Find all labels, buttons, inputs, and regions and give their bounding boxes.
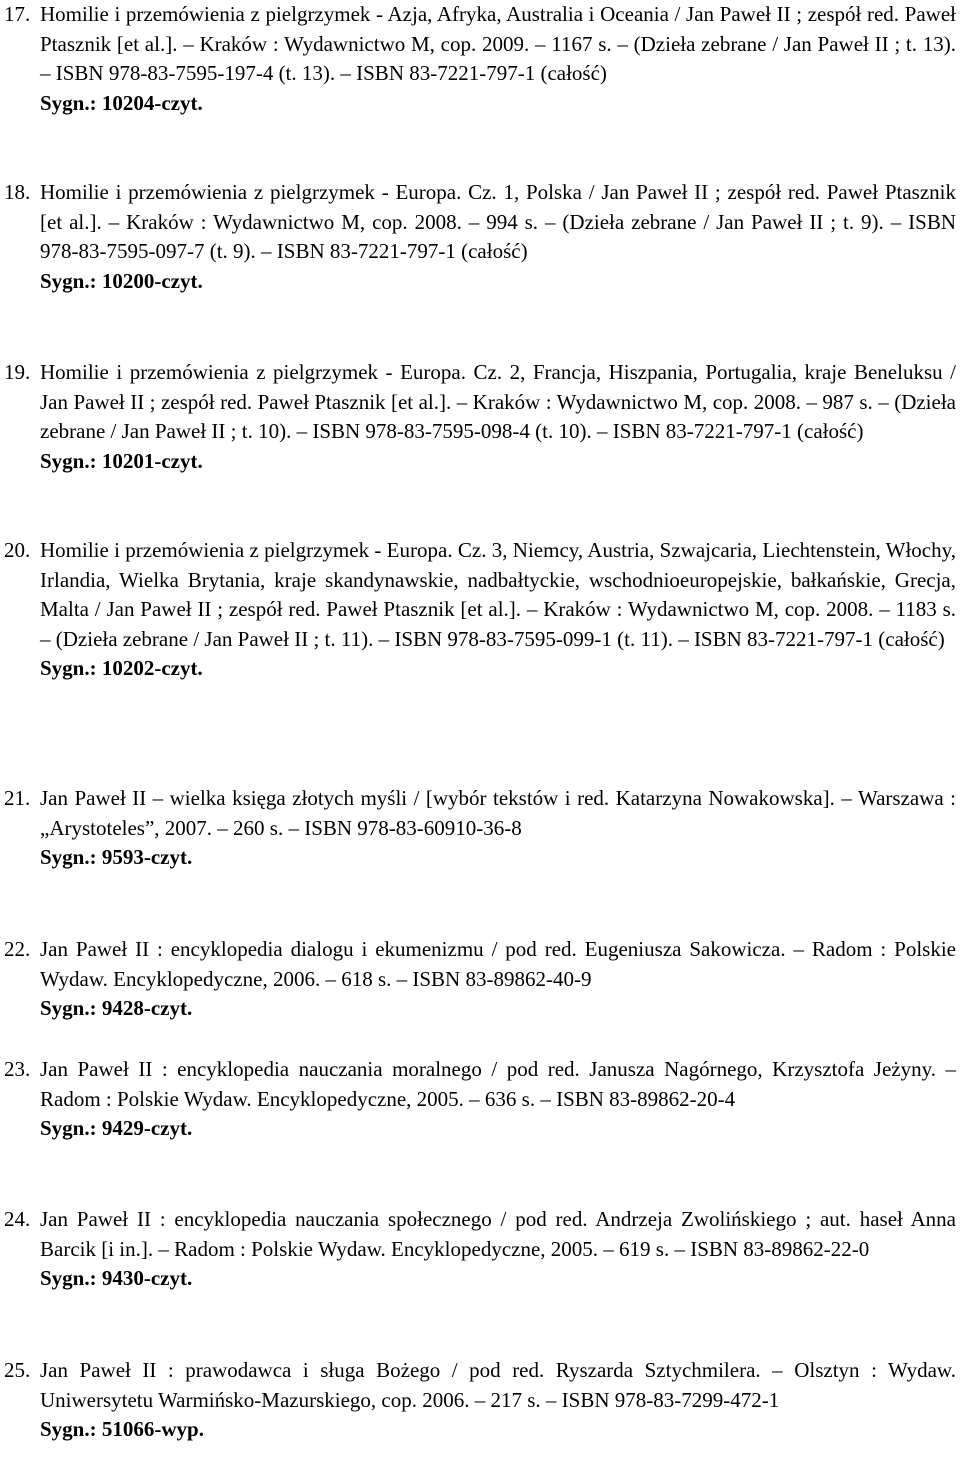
entry-description: Homilie i przemówienia z pielgrzymek - Europa. Cz. 3, Niemcy, Austria, Szwajcaria, Liechtenstein, Włochy, Irlandia, Wielka Brytania, kraje skandynawskie, nadbałtyckie, wschodnioeuropejskie, bałkańskie, Grecja, Malta / Jan Paweł II ; zespół red. Paweł Ptasznik [et al.]. – Kraków : Wydawnictwo M, cop. 2008. – 1183 s. – (Dzieła zebrane / Jan Paweł II ; t. 11). – ISBN 978-83-7595-099-1 (t. 11). – ISBN 83-7221-797-1 (całość) <box>40 538 956 651</box>
entry-description: Jan Paweł II : encyklopedia nauczania społecznego / pod red. Andrzeja Zwolińskiego ; aut. haseł Anna Barcik [i in.]. – Radom : Polskie Wydaw. Encyklopedyczne, 2005. – 619 s. – ISBN 83-89862-22-0 <box>40 1207 956 1261</box>
entry-description: Jan Paweł II : encyklopedia dialogu i ekumenizmu / pod red. Eugeniusza Sakowicza. – Radom : Polskie Wydaw. Encyklopedyczne, 2006. – 618 s. – ISBN 83-89862-40-9 <box>40 937 956 991</box>
entry-call-number: Sygn.: 10202-czyt. <box>40 656 203 680</box>
entry-number: 20. <box>4 538 31 562</box>
entry-description: Jan Paweł II : prawodawca i sługa Bożego / pod red. Ryszarda Sztychmilera. – Olsztyn : Wydaw. Uniwersytetu Warmińsko-Mazurskiego, cop. 2006. – 217 s. – ISBN 978-83-7299-472-1 <box>40 1358 956 1412</box>
bibliography-entry-21 <box>4 784 956 873</box>
bibliography-entry-22 <box>4 935 956 1024</box>
entry-number: 19. <box>4 360 31 384</box>
entry-call-number: Sygn.: 10204-czyt. <box>40 90 203 115</box>
entry-call-number: Sygn.: 9593-czyt. <box>40 845 193 869</box>
entry-call-number: Sygn.: 9429-czyt. <box>40 1116 193 1140</box>
entry-description: Homilie i przemówienia z pielgrzymek - Azja, Afryka, Australia i Oceania / Jan Paweł II ; zespół red. Paweł Ptasznik [et al.]. – Kraków : Wydawnictwo M, cop. 2009. – 1167 s. – (Dzieła zebrane / Jan Paweł II ; t. 13). – ISBN 978-83-7595-197-4 (t. 13). – ISBN 83-7221-797-1 (całość) <box>40 2 956 85</box>
entry-description: Homilie i przemówienia z pielgrzymek - Europa. Cz. 2, Francja, Hiszpania, Portugalia, kraje Beneluksu / Jan Paweł II ; zespół red. Paweł Ptasznik [et al.]. – Kraków : Wydawnictwo M, cop. 2008. – 987 s. – (Dzieła zebrane / Jan Paweł II ; t. 10). – ISBN 978-83-7595-098-4 (t. 10). – ISBN 83-7221-797-1 (całość) <box>40 360 956 443</box>
entry-number: 25. <box>4 1358 31 1382</box>
entry-number: 24. <box>4 1207 31 1231</box>
bibliography-entry-24 <box>4 1205 956 1294</box>
entry-call-number: Sygn.: 10201-czyt. <box>40 448 203 473</box>
bibliography-entry-20 <box>4 536 956 684</box>
bibliography-entry-17 <box>4 0 956 118</box>
entry-number: 22. <box>4 937 31 961</box>
entry-call-number: Sygn.: 9428-czyt. <box>40 996 193 1020</box>
entry-call-number: Sygn.: 9430-czyt. <box>40 1266 193 1290</box>
entry-number: 21. <box>4 786 31 810</box>
entry-description: Jan Paweł II : encyklopedia nauczania moralnego / pod red. Janusza Nagórnego, Krzysztofa Jeżyny. – Radom : Polskie Wydaw. Encyklopedyczne, 2005. – 636 s. – ISBN 83-89862-20-4 <box>40 1057 956 1111</box>
entry-call-number: Sygn.: 51066-wyp. <box>40 1417 204 1441</box>
bibliography-entry-19 <box>4 358 956 476</box>
bibliography-entry-23 <box>4 1055 956 1144</box>
entry-number: 23. <box>4 1057 31 1081</box>
entry-number: 17. <box>4 2 31 26</box>
entry-number: 18. <box>4 180 31 204</box>
bibliography-entry-18 <box>4 178 956 296</box>
bibliography-entry-25 <box>4 1356 956 1445</box>
entry-description: Homilie i przemówienia z pielgrzymek - Europa. Cz. 1, Polska / Jan Paweł II ; zespół red. Paweł Ptasznik [et al.]. – Kraków : Wydawnictwo M, cop. 2008. – 994 s. – (Dzieła zebrane / Jan Paweł II ; t. 9). – ISBN 978-83-7595-097-7 (t. 9). – ISBN 83-7221-797-1 (całość) <box>40 180 956 263</box>
entry-description: Jan Paweł II – wielka księga złotych myśli / [wybór tekstów i red. Katarzyna Nowakowska]. – Warszawa : „Arystoteles”, 2007. – 260 s. – ISBN 978-83-60910-36-8 <box>40 786 956 840</box>
entry-call-number: Sygn.: 10200-czyt. <box>40 268 203 293</box>
